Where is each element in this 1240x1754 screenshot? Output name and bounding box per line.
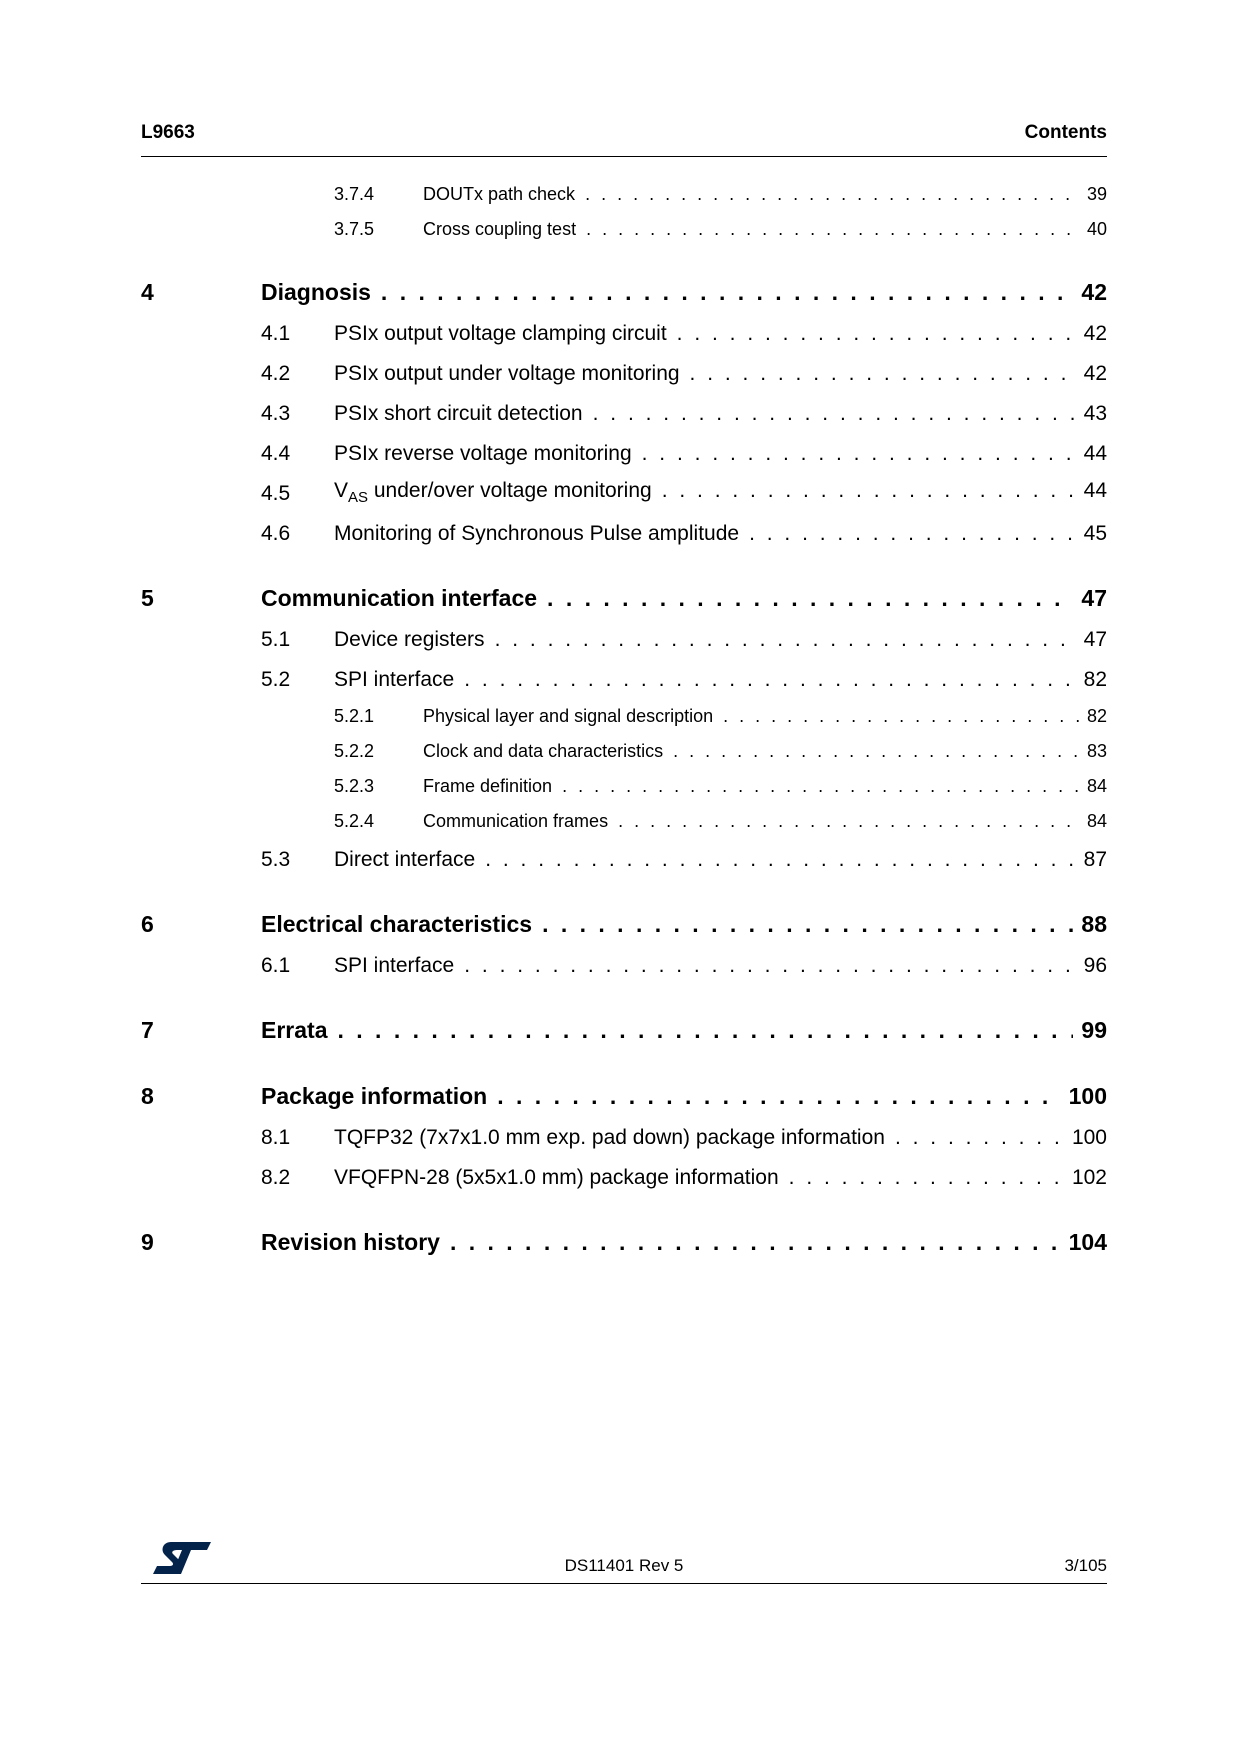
toc-entry-page: 102 [1071, 1166, 1107, 1189]
toc-entry-page: 44 [1083, 479, 1107, 502]
toc-entry-page: 104 [1068, 1229, 1107, 1255]
toc-entry-line [423, 741, 1107, 762]
toc-entry-number: 8 [141, 1083, 154, 1109]
toc-entry-title: Device registers [334, 628, 485, 651]
toc-entry-line [334, 442, 1107, 466]
toc-entry-page: 40 [1086, 219, 1107, 239]
toc-entry[interactable] [141, 1158, 1107, 1198]
toc-entry-number: 4.4 [261, 442, 291, 465]
toc-entry-title: PSIx reverse voltage monitoring [334, 442, 632, 465]
toc-entry-line [423, 811, 1107, 832]
toc-entry-title: SPI interface [334, 668, 455, 691]
dot-leader [464, 668, 1075, 692]
toc-entry-number: 4.2 [261, 362, 291, 385]
toc-entry-line [423, 706, 1107, 727]
toc-entry-page: 88 [1081, 911, 1107, 937]
dot-leader [789, 1166, 1064, 1190]
toc-entry[interactable] [141, 514, 1107, 554]
toc-entry-number: 5.2.2 [334, 741, 375, 761]
toc-entry-title: Monitoring of Synchronous Pulse amplitude [334, 522, 740, 545]
dot-leader [642, 442, 1076, 466]
dot-leader [562, 776, 1079, 797]
toc-entry-number: 6.1 [261, 954, 291, 977]
footer-doc-id: DS11401 Rev 5 [564, 1556, 684, 1575]
dot-leader [618, 811, 1079, 832]
toc-entry[interactable] [141, 805, 1107, 840]
toc-entry-number: 8.2 [261, 1166, 291, 1189]
toc-entry-number: 5.2 [261, 668, 291, 691]
dot-leader [495, 628, 1076, 652]
toc-entry-page: 82 [1083, 668, 1107, 691]
dot-leader [723, 706, 1079, 727]
toc-entry-number: 9 [141, 1229, 154, 1255]
toc-entry-page: 42 [1083, 362, 1107, 385]
toc-entry-title: DOUTx path check [423, 184, 576, 204]
toc-entry-line [261, 1083, 1107, 1110]
toc-entry-page: 99 [1081, 1017, 1107, 1043]
toc-entry-number: 4.5 [261, 482, 291, 505]
toc-entry-page: 87 [1083, 848, 1107, 871]
toc-entry-number: 5 [141, 585, 154, 611]
dot-leader [586, 219, 1079, 240]
toc-entry-title: PSIx short circuit detection [334, 402, 583, 425]
toc-entry-line [423, 184, 1107, 205]
dot-leader [895, 1126, 1064, 1150]
toc-entry-number: 5.1 [261, 628, 291, 651]
toc-entry-title: Electrical characteristics [261, 911, 533, 937]
toc-entry-page: 82 [1086, 706, 1107, 726]
toc-entry-title-subscript: AS [348, 489, 369, 506]
dot-leader [450, 1229, 1061, 1256]
toc-entry-line [423, 776, 1107, 797]
toc-entry-page: 96 [1083, 954, 1107, 977]
dot-leader [485, 848, 1075, 872]
toc-entry[interactable] [141, 434, 1107, 474]
toc-entry[interactable] [141, 314, 1107, 354]
toc-entry-number: 5.3 [261, 848, 291, 871]
toc-entry-page: 43 [1083, 402, 1107, 425]
toc-entry[interactable] [141, 986, 1107, 1052]
toc-entry[interactable] [141, 1118, 1107, 1158]
toc-entry-title: TQFP32 (7x7x1.0 mm exp. pad down) package information [334, 1126, 885, 1149]
toc-entry-line [423, 219, 1107, 240]
toc-entry-line [334, 322, 1107, 346]
toc-entry-line [334, 628, 1107, 652]
toc-entry-line [334, 1126, 1107, 1150]
toc-entry-title: Direct interface [334, 848, 476, 871]
toc-entry-page: 100 [1068, 1083, 1107, 1109]
toc-entry-title: Frame definition [423, 776, 553, 796]
toc-entry[interactable] [141, 620, 1107, 660]
toc-entry-line [261, 1229, 1107, 1256]
toc-entry-number: 3.7.5 [334, 219, 375, 239]
header-doc-name: L9663 [141, 122, 195, 143]
toc-entry-line [261, 911, 1107, 938]
toc-entry-page: 47 [1081, 585, 1107, 611]
dot-leader [593, 402, 1076, 426]
toc-entry-line [334, 522, 1107, 546]
dot-leader [673, 741, 1079, 762]
toc-entry-number: 5.2.1 [334, 706, 375, 726]
toc-entry-line [334, 402, 1107, 426]
toc-entry[interactable] [141, 178, 1107, 213]
toc-entry-title: Package information [261, 1083, 488, 1109]
toc-entry-number: 5.2.4 [334, 811, 375, 831]
footer-page-number: 3/105 [1064, 1556, 1107, 1575]
toc-entry[interactable] [141, 700, 1107, 735]
toc-entry-line [261, 585, 1107, 612]
toc-entry-title: Errata [261, 1017, 328, 1043]
toc-entry-title: VFQFPN-28 (5x5x1.0 mm) package information [334, 1166, 779, 1189]
toc-entry-line [334, 362, 1107, 386]
toc-entry-title-text: under/over voltage monitoring [368, 479, 652, 502]
toc-entry-title: Communication frames [423, 811, 609, 831]
toc-entry[interactable] [141, 474, 1107, 514]
header-section: Contents [1024, 122, 1107, 143]
toc-entry[interactable] [141, 554, 1107, 620]
page-footer [141, 1540, 1107, 1584]
toc-entry[interactable] [141, 735, 1107, 770]
toc-entry-title: PSIx output under voltage monitoring [334, 362, 680, 385]
toc-entry-page: 42 [1081, 279, 1107, 305]
dot-leader [497, 1083, 1060, 1110]
toc-entry-page: 44 [1083, 442, 1107, 465]
toc-entry-page: 84 [1086, 776, 1107, 796]
toc-entry[interactable] [141, 213, 1107, 248]
toc-entry-page: 47 [1083, 628, 1107, 651]
toc-entry-number: 5.2.3 [334, 776, 375, 796]
toc-entry-title: Communication interface [261, 585, 538, 611]
dot-leader [662, 479, 1076, 503]
toc-entry[interactable] [141, 880, 1107, 946]
toc-entry[interactable] [141, 394, 1107, 434]
toc-entry-title: Diagnosis [261, 279, 371, 305]
toc-entry-line [334, 479, 1107, 506]
toc-entry-line [261, 1017, 1107, 1044]
toc-entry[interactable] [141, 770, 1107, 805]
toc-entry-page: 39 [1086, 184, 1107, 204]
dot-leader [677, 322, 1076, 346]
dot-leader [464, 954, 1075, 978]
dot-leader [542, 911, 1073, 938]
toc-entry-number: 8.1 [261, 1126, 291, 1149]
toc-entry-title: Revision history [261, 1229, 440, 1255]
toc-entry-number: 3.7.4 [334, 184, 375, 204]
toc-entry-number: 4.1 [261, 322, 291, 345]
dot-leader [337, 1017, 1073, 1044]
toc-entry[interactable] [141, 1052, 1107, 1118]
toc-entry-title: Cross coupling test [423, 219, 577, 239]
toc-entry-page: 84 [1086, 811, 1107, 831]
toc-entry[interactable] [141, 354, 1107, 394]
toc-entry-title: SPI interface [334, 954, 455, 977]
toc-entry-number: 4.6 [261, 522, 291, 545]
toc-entry[interactable] [141, 1198, 1107, 1264]
toc-entry-number: 6 [141, 911, 154, 937]
toc-entry-number: 4.3 [261, 402, 291, 425]
dot-leader [690, 362, 1076, 386]
dot-leader [547, 585, 1073, 612]
toc-entry-line [334, 954, 1107, 978]
toc-entry-title: Physical layer and signal description [423, 706, 714, 726]
toc-entry-line [334, 848, 1107, 872]
toc-entry-page: 100 [1071, 1126, 1107, 1149]
toc-entry-page: 42 [1083, 322, 1107, 345]
table-of-contents [141, 178, 1107, 1264]
toc-entry[interactable] [141, 840, 1107, 880]
toc-entry[interactable] [141, 946, 1107, 986]
toc-entry-number: 7 [141, 1017, 154, 1043]
toc-entry-page: 83 [1086, 741, 1107, 761]
toc-entry[interactable] [141, 660, 1107, 700]
toc-entry-title: PSIx output voltage clamping circuit [334, 322, 667, 345]
page-header [141, 120, 1107, 157]
toc-entry-title: Clock and data characteristics [423, 741, 664, 761]
dot-leader [585, 184, 1079, 205]
toc-entry[interactable] [141, 248, 1107, 314]
dot-leader [381, 279, 1073, 306]
dot-leader [749, 522, 1076, 546]
toc-entry-page: 45 [1083, 522, 1107, 545]
toc-entry-line [334, 668, 1107, 692]
toc-entry-title-prefix: V [334, 479, 349, 502]
toc-entry-line [261, 279, 1107, 306]
toc-entry-line [334, 1166, 1107, 1190]
toc-entry-title [334, 479, 662, 506]
toc-entry-number: 4 [141, 279, 154, 305]
